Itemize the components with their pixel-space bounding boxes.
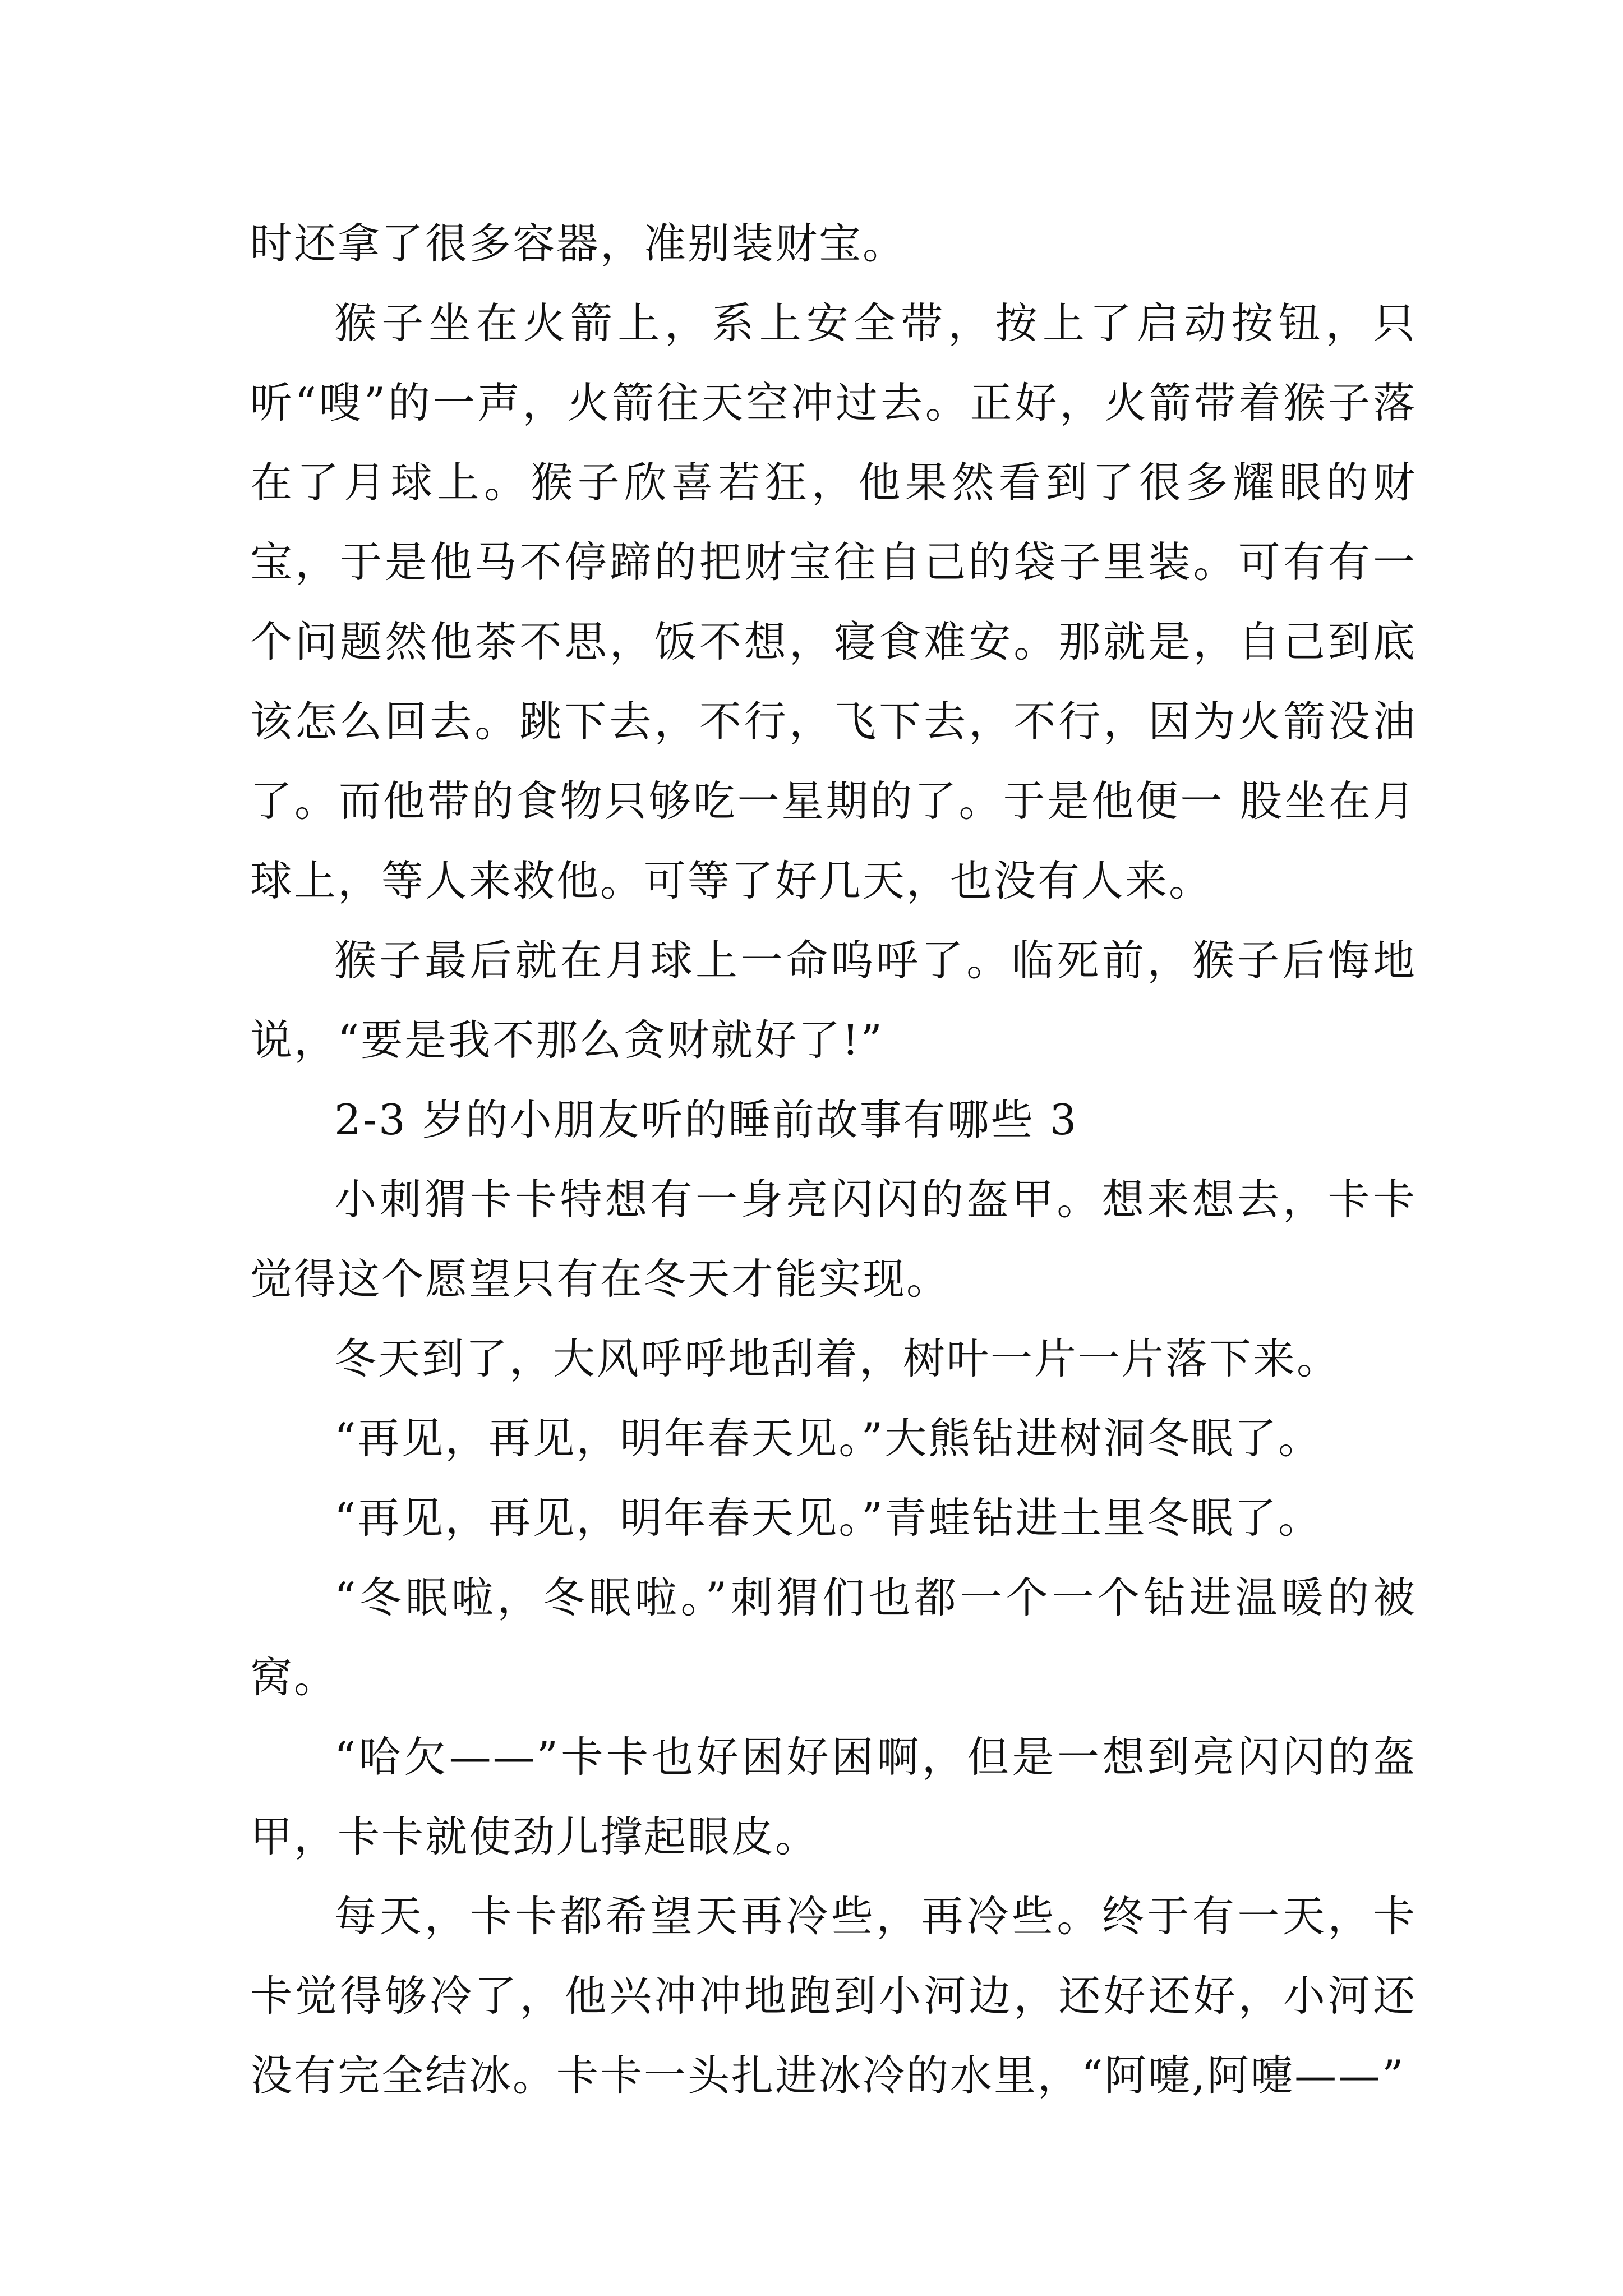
paragraph: 冬天到了，大风呼呼地刮着，树叶一片一片落下来。: [334, 1334, 1341, 1383]
paragraph: 猴子坐在火箭上，系上安全带，按上了启动按钮，只听“嗖”的一声，火箭往天空冲过去。正好，火箭带着猴子落在了月球上。猴子欣喜若狂，他果然看到了很多耀眼的财宝，于是他马不停蹄的把财宝往自己的袋子里装。可有有一个问题然他茶不思，饭不想，寝食难安。那就是，自己到底该怎么回去。跳下去，不行，飞下去，不行，因为火箭没油了。而他带的食物只够吃一星期的了。于是他便一 股坐在月球上，等人来救他。可等了好几天，也没有人来。: [250, 298, 1417, 905]
paragraph: 每天，卡卡都希望天再冷些，再冷些。终于有一天，卡卡觉得够冷了，他兴冲冲地跑到小河边，还好还好，小河还没有完全结冰。卡卡一头扎进冰冷的水里，“阿嚏,阿嚏——”: [250, 1892, 1417, 2100]
paragraph: “冬眠啦，冬眠啦。”刺猬们也都一个一个钻进温暖的被窝。: [250, 1573, 1417, 1702]
paragraph: 时还拿了很多容器，准别装财宝。: [250, 219, 907, 268]
paragraph: 猴子最后就在月球上一命呜呼了。临死前，猴子后悔地说，“要是我不那么贪财就好了!”: [250, 936, 1417, 1065]
body-text: [250, 204, 1417, 2115]
paragraph: “再见，再见，明年春天见。”大熊钻进树洞冬眠了。: [334, 1414, 1322, 1463]
paragraph: “哈欠——”卡卡也好困好困啊，但是一想到亮闪闪的盔甲，卡卡就使劲儿撑起眼皮。: [250, 1732, 1417, 1861]
section-heading: 2-3 岁的小朋友听的睡前故事有哪些 3: [334, 1095, 1078, 1144]
paragraph: “再见，再见，明年春天见。”青蛙钻进土里冬眠了。: [334, 1493, 1322, 1543]
paragraph: 小刺猬卡卡特想有一身亮闪闪的盔甲。想来想去，卡卡觉得这个愿望只有在冬天才能实现。: [250, 1175, 1417, 1304]
